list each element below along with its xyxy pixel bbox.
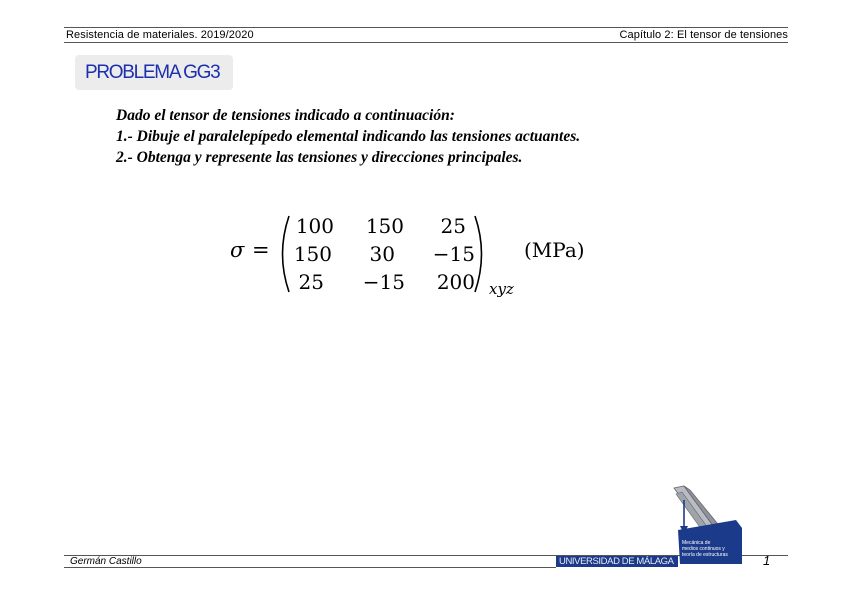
matrix-cell-zy: −15 (362, 270, 405, 294)
svg-text:Mecánica de: Mecánica de (682, 540, 711, 546)
page-number: 1 (763, 553, 771, 568)
statement-line: Dado el tensor de tensiones indicado a continuación: (116, 107, 455, 124)
coordinate-subscript: xyz (489, 280, 514, 298)
matrix-cell-yy: 30 (369, 242, 395, 266)
matrix-cell-yz: −15 (432, 242, 475, 266)
svg-text:medios continuos y: medios continuos y (682, 546, 725, 552)
matrix-cell-zx: 25 (298, 270, 324, 294)
header-course: Resistencia de materiales. 2019/2020 (66, 29, 254, 41)
equals-sign: = (252, 238, 270, 262)
department-logo (670, 484, 744, 568)
matrix-cell-xz: 25 (440, 214, 466, 238)
footer-author: Germán Castillo (70, 556, 142, 567)
problem-title: PROBLEMA GG3 (85, 62, 220, 83)
matrix-cell-zz: 200 (436, 270, 475, 294)
sigma-symbol: σ (230, 238, 245, 262)
matrix-cell-xx: 100 (295, 214, 334, 238)
statement-line: 2.- Obtenga y represente las tensiones y direcciones principales. (116, 149, 523, 166)
statement-line: 1.- Dibuje el paralelepípedo elemental indicando las tensiones actuantes. (116, 128, 581, 145)
header-chapter: Capítulo 2: El tensor de tensiones (619, 29, 788, 41)
footer-rule-lower (64, 567, 556, 568)
matrix-cell-yx: 150 (293, 242, 332, 266)
matrix-cell-xy: 150 (365, 214, 404, 238)
university-name: UNIVERSIDAD DE MÁLAGA (559, 556, 674, 567)
svg-text:teoría de estructuras: teoría de estructuras (682, 552, 728, 558)
unit-label: (MPa) (524, 238, 585, 262)
